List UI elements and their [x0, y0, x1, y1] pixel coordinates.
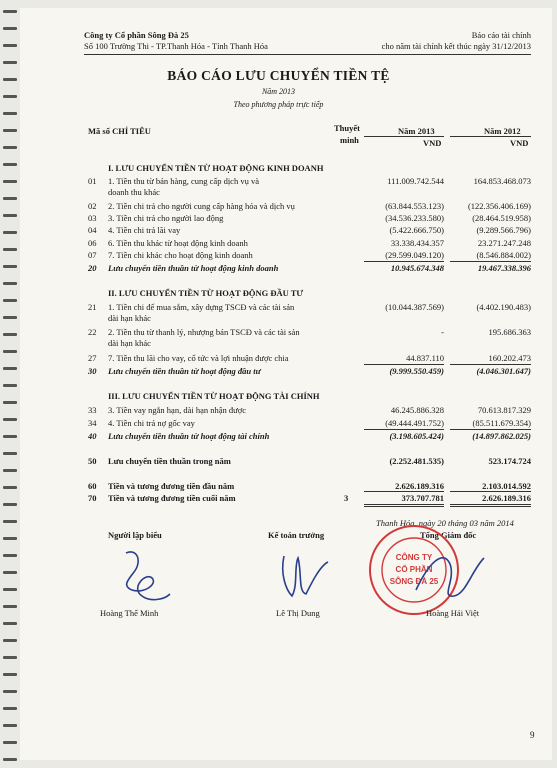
binding-hole	[3, 673, 17, 676]
row-code: 34	[88, 418, 97, 428]
row-value-2012: 2.626.189.316	[482, 493, 531, 503]
binding-hole	[3, 316, 17, 319]
section-financing: III. LƯU CHUYỂN TIỀN TỪ HOẠT ĐỘNG TÀI CHÍNH	[108, 391, 320, 401]
row-value-2013: (29.599.049.120)	[385, 250, 444, 260]
binding-hole	[3, 707, 17, 710]
binding-hole	[3, 452, 17, 455]
row-value-2012: (122.356.406.169)	[467, 201, 531, 211]
row-value-2012: (4.046.301.647)	[476, 366, 531, 376]
row-value-2013: 2.626.189.316	[395, 481, 444, 491]
report-year: Năm 2013	[261, 87, 296, 96]
row-label: 2. Tiền thu từ thanh lý, nhượng bán TSCĐ và các tài sản dài hạn khác	[108, 327, 300, 348]
binding-hole	[3, 401, 17, 404]
row-code: 60	[88, 481, 97, 491]
director-title: Tổng Giám đốc	[420, 530, 477, 540]
subtotal-rule	[364, 364, 444, 365]
subtotal-rule	[450, 364, 531, 365]
company-header	[84, 30, 268, 52]
binding-hole	[3, 27, 17, 30]
row-value-2013: 46.245.886.328	[390, 405, 444, 415]
binding-hole	[3, 129, 17, 132]
row-value-2013: (49.444.491.752)	[385, 418, 444, 428]
binding-hole	[3, 622, 17, 625]
binding-hole	[3, 639, 17, 642]
binding-hole	[3, 605, 17, 608]
row-value-2012: (8.546.884.002)	[476, 250, 531, 260]
binding-hole	[3, 333, 17, 336]
row-value-2013: 33.338.434.357	[390, 238, 444, 248]
binding-hole	[3, 741, 17, 744]
binding-hole	[3, 656, 17, 659]
place-date: Thanh Hóa, ngày 20 tháng 03 năm 2014	[376, 518, 514, 528]
accountant-name: Lê Thị Dung	[276, 608, 320, 618]
row-code: 21	[88, 302, 97, 312]
row-label: 4. Tiền chi trả nợ gốc vay	[108, 418, 195, 428]
row-label: Lưu chuyển tiền thuần từ hoạt động kinh doanh	[108, 263, 279, 273]
row-value-2012: (4.402.190.483)	[476, 302, 531, 312]
director-signature	[410, 540, 490, 610]
row-label: 3. Tiền vay ngắn hạn, dài hạn nhận được	[108, 405, 246, 415]
binding-hole	[3, 214, 17, 217]
row-label: Tiền và tương đương tiền cuối năm	[108, 493, 236, 503]
row-label: 1. Tiền chi để mua sắm, xây dựng TSCĐ và các tài sản dài hạn khác	[108, 302, 295, 323]
row-value-2012: (28.464.519.958)	[472, 213, 531, 223]
unit-2012: VND	[510, 138, 529, 148]
row-value-2013: (2.252.481.535)	[389, 456, 444, 466]
row-code: 07	[88, 250, 97, 260]
company-name: Công ty Cổ phần Sông Đà 25	[84, 30, 189, 40]
director-name: Hoàng Hải Việt	[426, 608, 480, 618]
row-label: 7. Tiền thu lãi cho vay, cổ tức và lợi nhuận được chia	[108, 353, 289, 363]
row-value-2013: (10.044.387.569)	[385, 302, 444, 312]
row-label: Tiền và tương đương tiền đầu năm	[108, 481, 235, 491]
preparer-signature	[108, 548, 178, 608]
row-label: 3. Tiền chi trả cho người lao động	[108, 213, 224, 223]
preparer-name: Hoàng Thế Minh	[100, 608, 159, 618]
row-code: 06	[88, 238, 97, 248]
row-value-2012: 19.467.338.396	[477, 263, 531, 273]
row-code: 70	[88, 493, 97, 503]
page-number: 9	[530, 730, 535, 740]
total-rule	[450, 491, 531, 492]
binding-hole	[3, 10, 17, 13]
header-rule	[84, 54, 531, 55]
row-label: 7. Tiền chi khác cho hoạt động kinh doanh	[108, 250, 253, 260]
subtotal-rule	[364, 261, 444, 262]
total-double-rule	[450, 506, 531, 507]
binding-hole	[3, 265, 17, 268]
row-code: 03	[88, 213, 97, 223]
row-label: 2. Tiền chi trả cho người cung cấp hàng hóa và dịch vụ	[108, 201, 295, 211]
row-value-2013: (34.536.233.580)	[385, 213, 444, 223]
binding-hole	[3, 469, 17, 472]
row-note: 3	[344, 493, 349, 503]
binding-hole	[3, 758, 17, 761]
total-double-rule	[364, 504, 444, 505]
total-rule	[364, 491, 444, 492]
binding-hole	[3, 231, 17, 234]
subtotal-rule	[450, 261, 531, 262]
binding-hole	[3, 537, 17, 540]
col-note-1: Thuyết	[334, 123, 360, 133]
col-2012-rule	[450, 136, 531, 137]
preparer-title: Người lập biểu	[108, 530, 162, 540]
binding-hole	[3, 367, 17, 370]
binding-hole	[3, 520, 17, 523]
subtotal-rule	[450, 429, 531, 430]
binding-spiral	[0, 0, 22, 768]
row-value-2012: 164.853.468.073	[473, 176, 531, 186]
row-value-2012: 2.103.014.592	[482, 481, 531, 491]
report-header	[382, 30, 531, 52]
row-label: 6. Tiền thu khác từ hoạt động kinh doanh	[108, 238, 248, 248]
row-label: 1. Tiền thu từ bán hàng, cung cấp dịch vụ và doanh thu khác	[108, 176, 259, 197]
row-code: 20	[88, 263, 97, 273]
col-code-item: Mã số CHỈ TIÊU	[88, 126, 151, 136]
binding-hole	[3, 146, 17, 149]
report-title: BÁO CÁO LƯU CHUYỂN TIỀN TỆ	[167, 68, 390, 83]
binding-hole	[3, 571, 17, 574]
binding-hole	[3, 435, 17, 438]
accountant-signature	[268, 546, 338, 606]
row-value-2013: (63.844.553.123)	[385, 201, 444, 211]
section-investing: II. LƯU CHUYỂN TIỀN TỪ HOẠT ĐỘNG ĐẦU TƯ	[108, 288, 304, 298]
row-value-2013: 44.837.110	[406, 353, 444, 363]
row-label: Lưu chuyển tiền thuần từ hoạt động đầu tư	[108, 366, 261, 376]
unit-2013: VND	[423, 138, 442, 148]
row-value-2013: 111.009.742.544	[387, 176, 444, 186]
binding-hole	[3, 180, 17, 183]
row-code: 40	[88, 431, 97, 441]
binding-hole	[3, 282, 17, 285]
row-value-2012: 195.686.363	[488, 327, 531, 337]
row-value-2012: 523.174.724	[488, 456, 531, 466]
binding-hole	[3, 197, 17, 200]
row-code: 27	[88, 353, 97, 363]
binding-hole	[3, 44, 17, 47]
row-value-2012: 70.613.817.329	[477, 405, 531, 415]
stamp-line-3: SÔNG ĐÀ 25	[389, 577, 439, 586]
col-2012: Năm 2012	[484, 126, 521, 136]
row-value-2013: (5.422.666.750)	[389, 225, 444, 235]
binding-hole	[3, 248, 17, 251]
row-code: 04	[88, 225, 97, 235]
row-value-2012: 160.202.473	[488, 353, 531, 363]
row-label: Lưu chuyển tiền thuần từ hoạt động tài chính	[108, 431, 270, 441]
report-period: cho năm tài chính kết thúc ngày 31/12/2013	[381, 41, 531, 51]
stamp-line-2: CỔ PHẦN	[395, 565, 433, 574]
row-value-2013: (9.999.550.459)	[389, 366, 444, 376]
row-value-2012: (9.289.566.796)	[476, 225, 531, 235]
row-value-2013: 373.707.781	[401, 493, 444, 503]
total-double-rule	[450, 504, 531, 505]
binding-hole	[3, 554, 17, 557]
binding-hole	[3, 690, 17, 693]
row-code: 30	[88, 366, 97, 376]
stamp-line-1: CÔNG TY	[395, 553, 433, 562]
row-code: 22	[88, 327, 97, 337]
row-code: 01	[88, 176, 97, 186]
subtotal-rule	[364, 429, 444, 430]
binding-hole	[3, 724, 17, 727]
accountant-title: Kế toán trưởng	[268, 530, 325, 540]
row-code: 33	[88, 405, 97, 415]
binding-hole	[3, 384, 17, 387]
binding-hole	[3, 588, 17, 591]
binding-hole	[3, 163, 17, 166]
binding-hole	[3, 112, 17, 115]
row-label: 4. Tiền chi trả lãi vay	[108, 225, 181, 235]
col-2013-rule	[364, 136, 444, 137]
row-value-2013: (3.198.605.424)	[389, 431, 444, 441]
binding-hole	[3, 503, 17, 506]
row-value-2013: -	[441, 327, 444, 337]
row-code: 50	[88, 456, 97, 466]
row-value-2013: 10.945.674.348	[390, 263, 444, 273]
row-value-2012: 23.271.247.248	[477, 238, 531, 248]
report-method: Theo phương pháp trực tiếp	[233, 100, 324, 109]
report-type: Báo cáo tài chính	[471, 30, 531, 40]
row-value-2012: (85.511.679.354)	[472, 418, 531, 428]
col-2013: Năm 2013	[398, 126, 435, 136]
binding-hole	[3, 418, 17, 421]
company-address: Số 100 Trường Thi - TP.Thanh Hóa - Tỉnh Thanh Hóa	[84, 41, 268, 51]
document-page	[20, 8, 552, 760]
row-value-2012: (14.897.862.025)	[472, 431, 531, 441]
row-code: 02	[88, 201, 97, 211]
binding-hole	[3, 61, 17, 64]
total-double-rule	[364, 506, 444, 507]
binding-hole	[3, 299, 17, 302]
section-operating: I. LƯU CHUYỂN TIỀN TỪ HOẠT ĐỘNG KINH DOANH	[108, 163, 324, 173]
binding-hole	[3, 486, 17, 489]
binding-hole	[3, 350, 17, 353]
row-label: Lưu chuyển tiền thuần trong năm	[108, 456, 231, 466]
col-note-2: minh	[340, 135, 359, 145]
